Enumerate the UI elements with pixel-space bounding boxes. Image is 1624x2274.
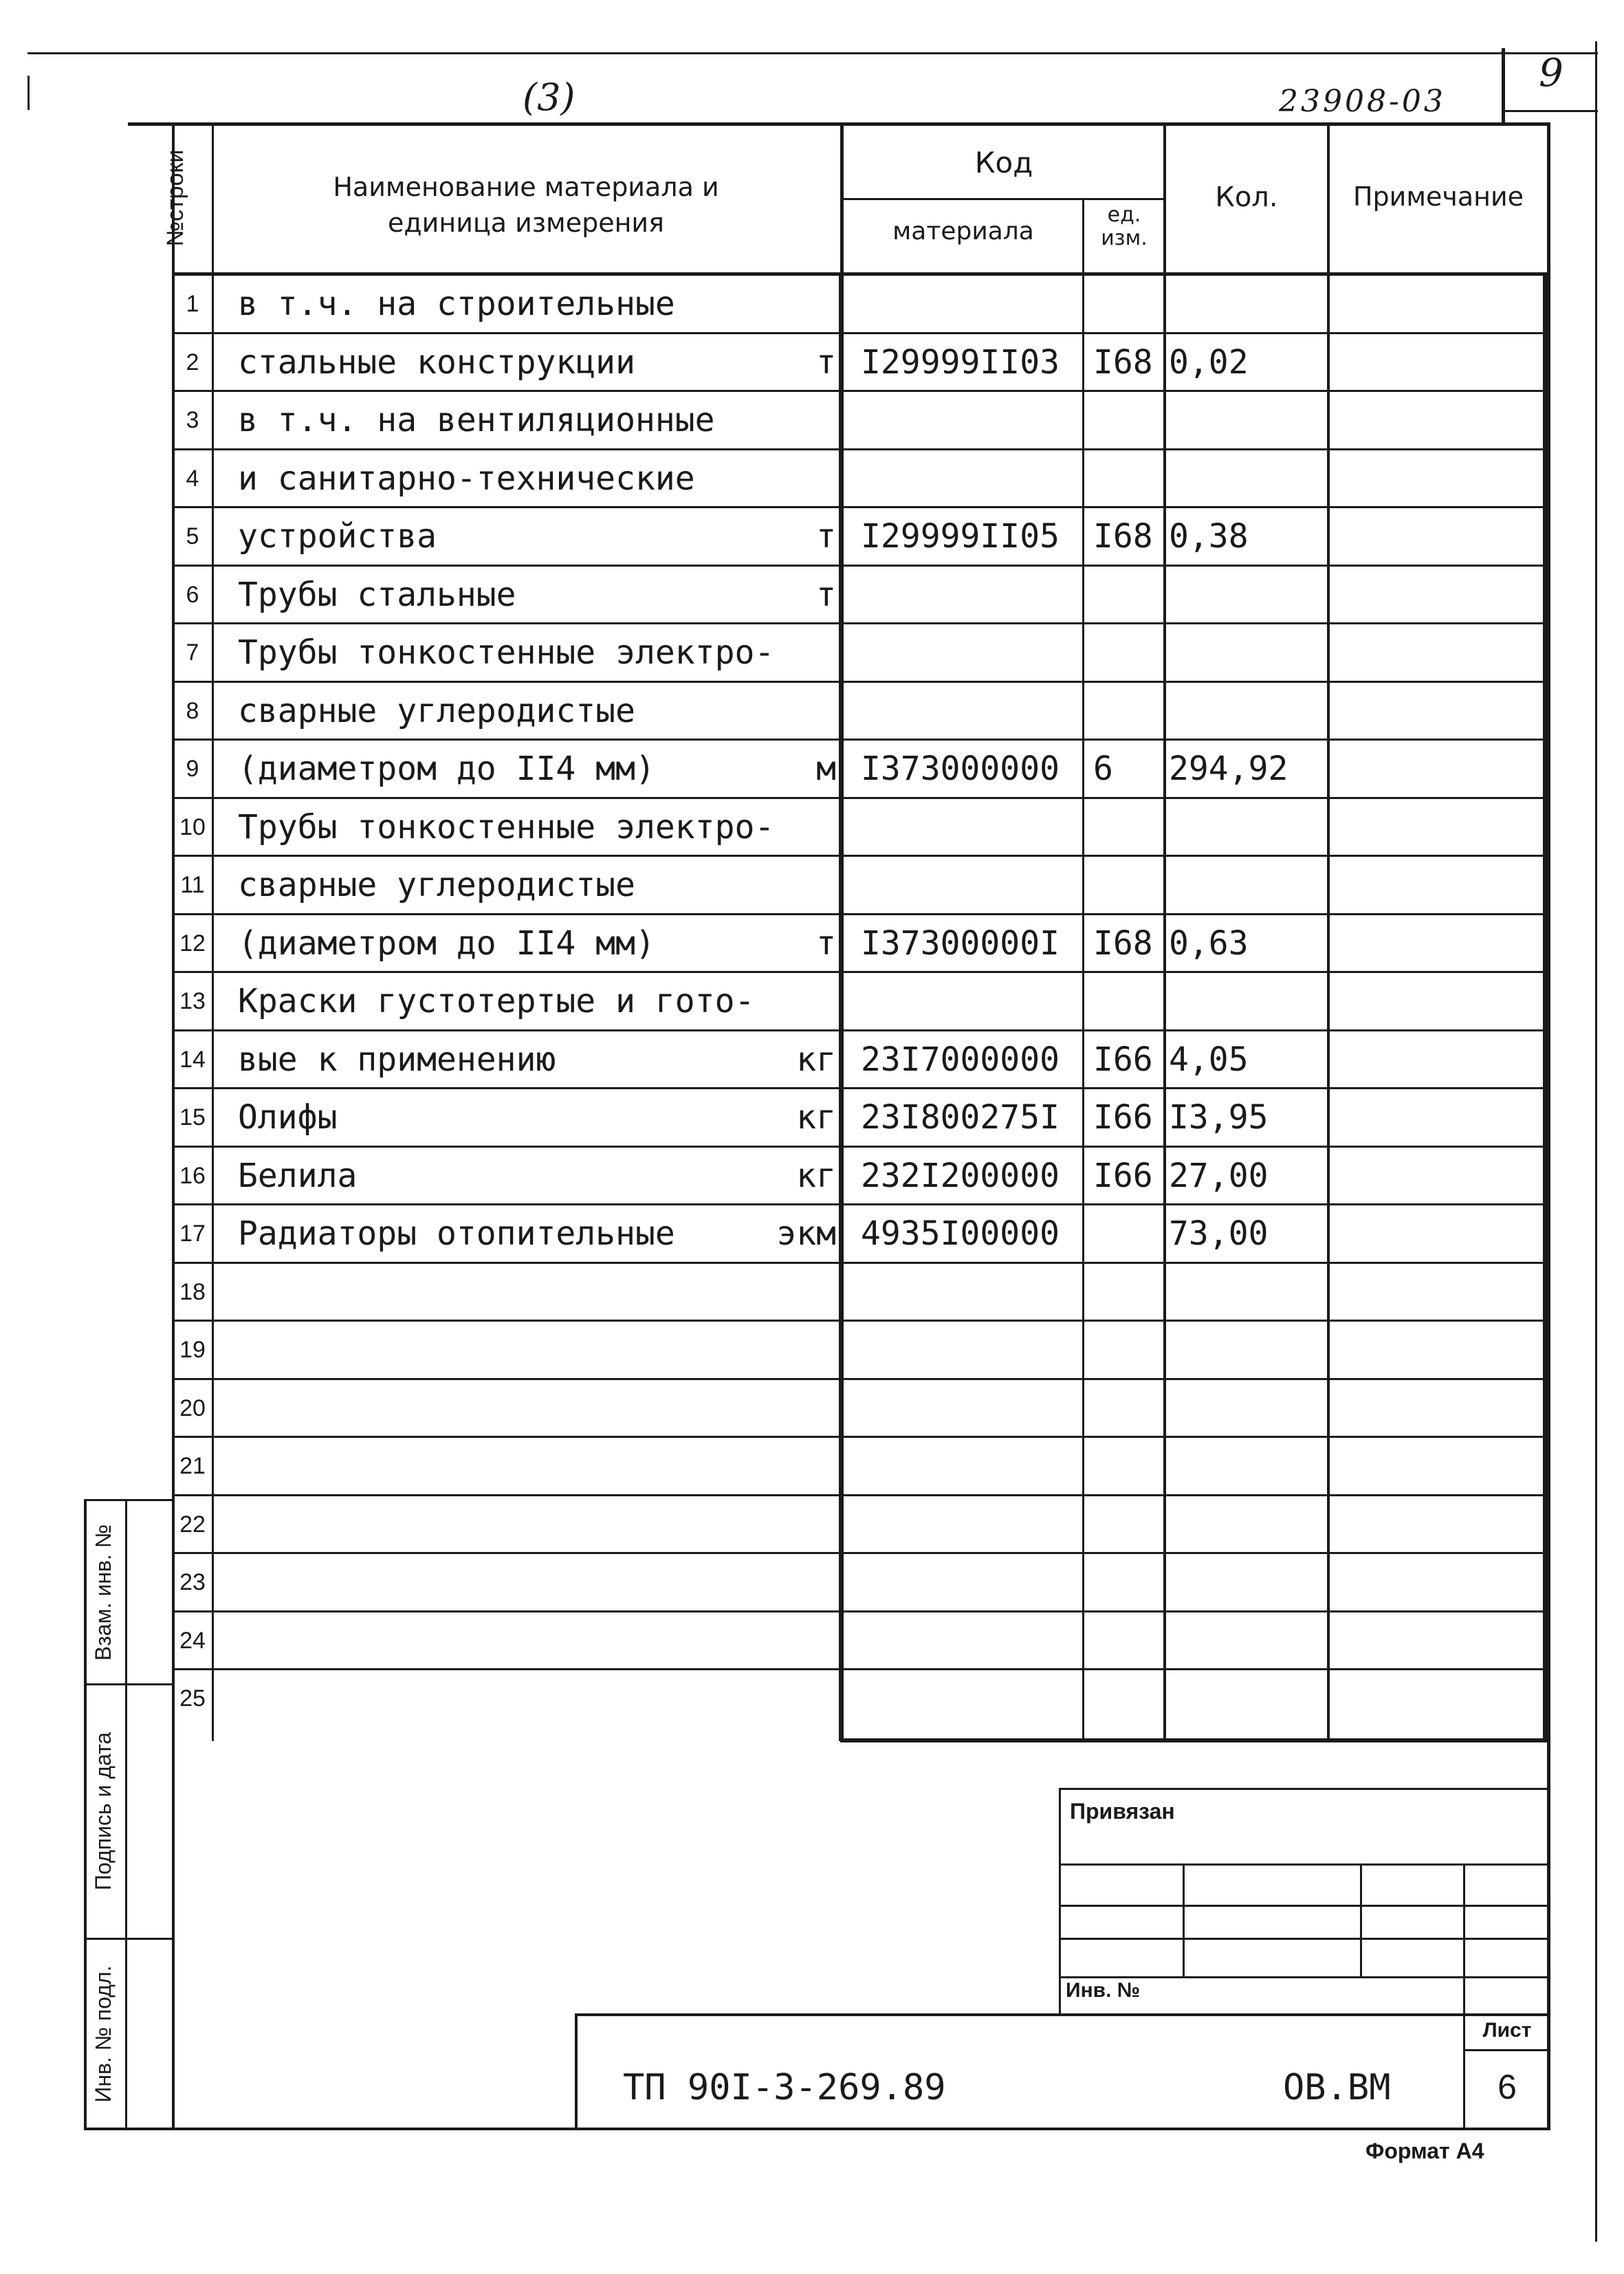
row-number: 16 — [179, 1162, 206, 1189]
row-number: 6 — [186, 581, 199, 608]
header-note: Примечание — [1352, 182, 1524, 212]
material-code: I29999II05 — [861, 517, 1060, 556]
quantity: 73,00 — [1169, 1214, 1269, 1253]
material-code: 23I7000000 — [861, 1040, 1060, 1079]
header-name — [220, 169, 832, 241]
unit-abbr: кг — [796, 1156, 836, 1195]
row-number: 10 — [179, 813, 206, 840]
unit-abbr: кг — [796, 1040, 836, 1079]
row-number: 18 — [179, 1278, 206, 1305]
paper-format: Формат А4 — [1365, 2139, 1484, 2163]
row-number: 19 — [179, 1337, 206, 1363]
unit-abbr: т — [816, 342, 836, 382]
row-number: 3 — [186, 407, 199, 433]
material-name: Белила — [238, 1156, 358, 1195]
row-separator — [175, 1436, 1550, 1438]
row-separator — [175, 1668, 1550, 1670]
row-number: 1 — [186, 291, 199, 317]
bound-label: Привязан — [1070, 1799, 1175, 1824]
row-number: 22 — [179, 1511, 206, 1538]
stamp-orig-inv: Инв. № подл. — [91, 1965, 116, 2103]
row-separator — [175, 1494, 1550, 1496]
row-number: 15 — [179, 1104, 206, 1130]
row-separator — [175, 1262, 1550, 1264]
sheet-number: 6 — [1497, 2068, 1517, 2106]
page-number: 9 — [1539, 51, 1563, 96]
header-name-line2: единица измерения — [388, 208, 664, 238]
row-number: 8 — [186, 697, 199, 724]
row-number: 17 — [179, 1221, 206, 1247]
unit-code: 6 — [1093, 750, 1113, 788]
material-name: Трубы тонкостенные электро- — [238, 633, 775, 672]
quantity: I3,95 — [1169, 1098, 1269, 1137]
row-number: 7 — [186, 639, 199, 666]
section-number: (3) — [523, 76, 575, 119]
row-number: 11 — [180, 872, 205, 898]
row-separator — [175, 1378, 1550, 1380]
header-unit-line1: ед. — [1107, 203, 1141, 227]
unit-abbr: экм — [776, 1214, 836, 1253]
material-name: устройства — [238, 517, 437, 556]
sheet-label: Лист — [1482, 2019, 1532, 2042]
stamp-sign-date: Подпись и дата — [91, 1731, 116, 1891]
header-quantity: Кол. — [1215, 182, 1278, 213]
inv-no-label: Инв. № — [1066, 1979, 1141, 2002]
row-number: 14 — [179, 1046, 206, 1073]
material-code: I373000000 — [861, 750, 1060, 788]
unit-code: I66 — [1093, 1040, 1153, 1079]
unit-code: I66 — [1093, 1156, 1153, 1195]
row-number: 4 — [186, 465, 199, 492]
unit-code: I68 — [1093, 923, 1153, 963]
unit-code: I68 — [1093, 342, 1153, 382]
material-code: I29999II03 — [861, 342, 1060, 382]
material-name: Трубы стальные — [238, 575, 516, 614]
material-name: (диаметром до II4 мм) — [238, 923, 655, 963]
material-name: Трубы тонкостенные электро- — [238, 807, 775, 846]
material-name: в т.ч. на вентиляционные — [238, 401, 715, 439]
material-code: 232I200000 — [861, 1156, 1060, 1195]
unit-code: I66 — [1093, 1098, 1153, 1137]
document-section: ОВ.ВМ — [1283, 2067, 1391, 2108]
row-separator — [175, 1320, 1550, 1322]
material-name: и санитарно-технические — [238, 459, 695, 498]
material-name: стальные конструкции — [238, 342, 635, 382]
header-row-number: №строки — [162, 149, 188, 247]
quantity: 27,00 — [1169, 1156, 1269, 1195]
material-name: сварные углеродистые — [238, 866, 635, 904]
quantity: 0,38 — [1169, 517, 1249, 556]
document-number: ТП 90I-3-269.89 — [623, 2067, 946, 2108]
quantity: 4,05 — [1169, 1040, 1249, 1079]
unit-code: I68 — [1093, 517, 1153, 556]
quantity: 294,92 — [1169, 750, 1288, 788]
row-number: 5 — [186, 523, 199, 549]
material-code: 4935I00000 — [861, 1214, 1060, 1253]
material-name: Краски густотертые и гото- — [238, 982, 755, 1020]
material-name: сварные углеродистые — [238, 691, 635, 730]
unit-abbr: т — [816, 517, 836, 556]
unit-abbr: м — [816, 750, 836, 788]
row-number: 24 — [179, 1627, 206, 1654]
material-code: I37300000I — [861, 923, 1060, 963]
material-name: Олифы — [238, 1098, 338, 1137]
row-number: 25 — [179, 1685, 206, 1712]
row-number: 9 — [186, 756, 199, 782]
material-name: в т.ч. на строительные — [238, 285, 675, 323]
row-separator — [175, 1552, 1550, 1554]
header-code: Код — [974, 146, 1033, 179]
unit-abbr: т — [816, 575, 836, 614]
material-name: (диаметром до II4 мм) — [238, 750, 655, 788]
quantity: 0,02 — [1169, 342, 1249, 382]
unit-abbr: т — [816, 923, 836, 963]
row-number: 21 — [179, 1453, 206, 1479]
row-separator — [175, 1610, 1550, 1612]
row-number: 13 — [179, 988, 206, 1014]
stamp-replace-inv: Взам. инв. № — [91, 1524, 116, 1661]
header-unit-line2: изм. — [1101, 226, 1148, 250]
row-number: 20 — [179, 1395, 206, 1421]
material-name: Радиаторы отопительные — [238, 1214, 675, 1253]
row-number: 23 — [179, 1569, 206, 1595]
unit-abbr: кг — [796, 1098, 836, 1137]
document-code: 23908-03 — [1279, 84, 1446, 119]
material-name: вые к применению — [238, 1040, 556, 1079]
header-unit — [1085, 204, 1163, 250]
row-number: 2 — [186, 349, 199, 375]
row-number: 12 — [179, 930, 206, 956]
header-name-line1: Наименование материала и — [333, 172, 719, 202]
header-material: материала — [892, 217, 1034, 245]
material-code: 23I800275I — [861, 1098, 1060, 1137]
quantity: 0,63 — [1169, 923, 1249, 963]
